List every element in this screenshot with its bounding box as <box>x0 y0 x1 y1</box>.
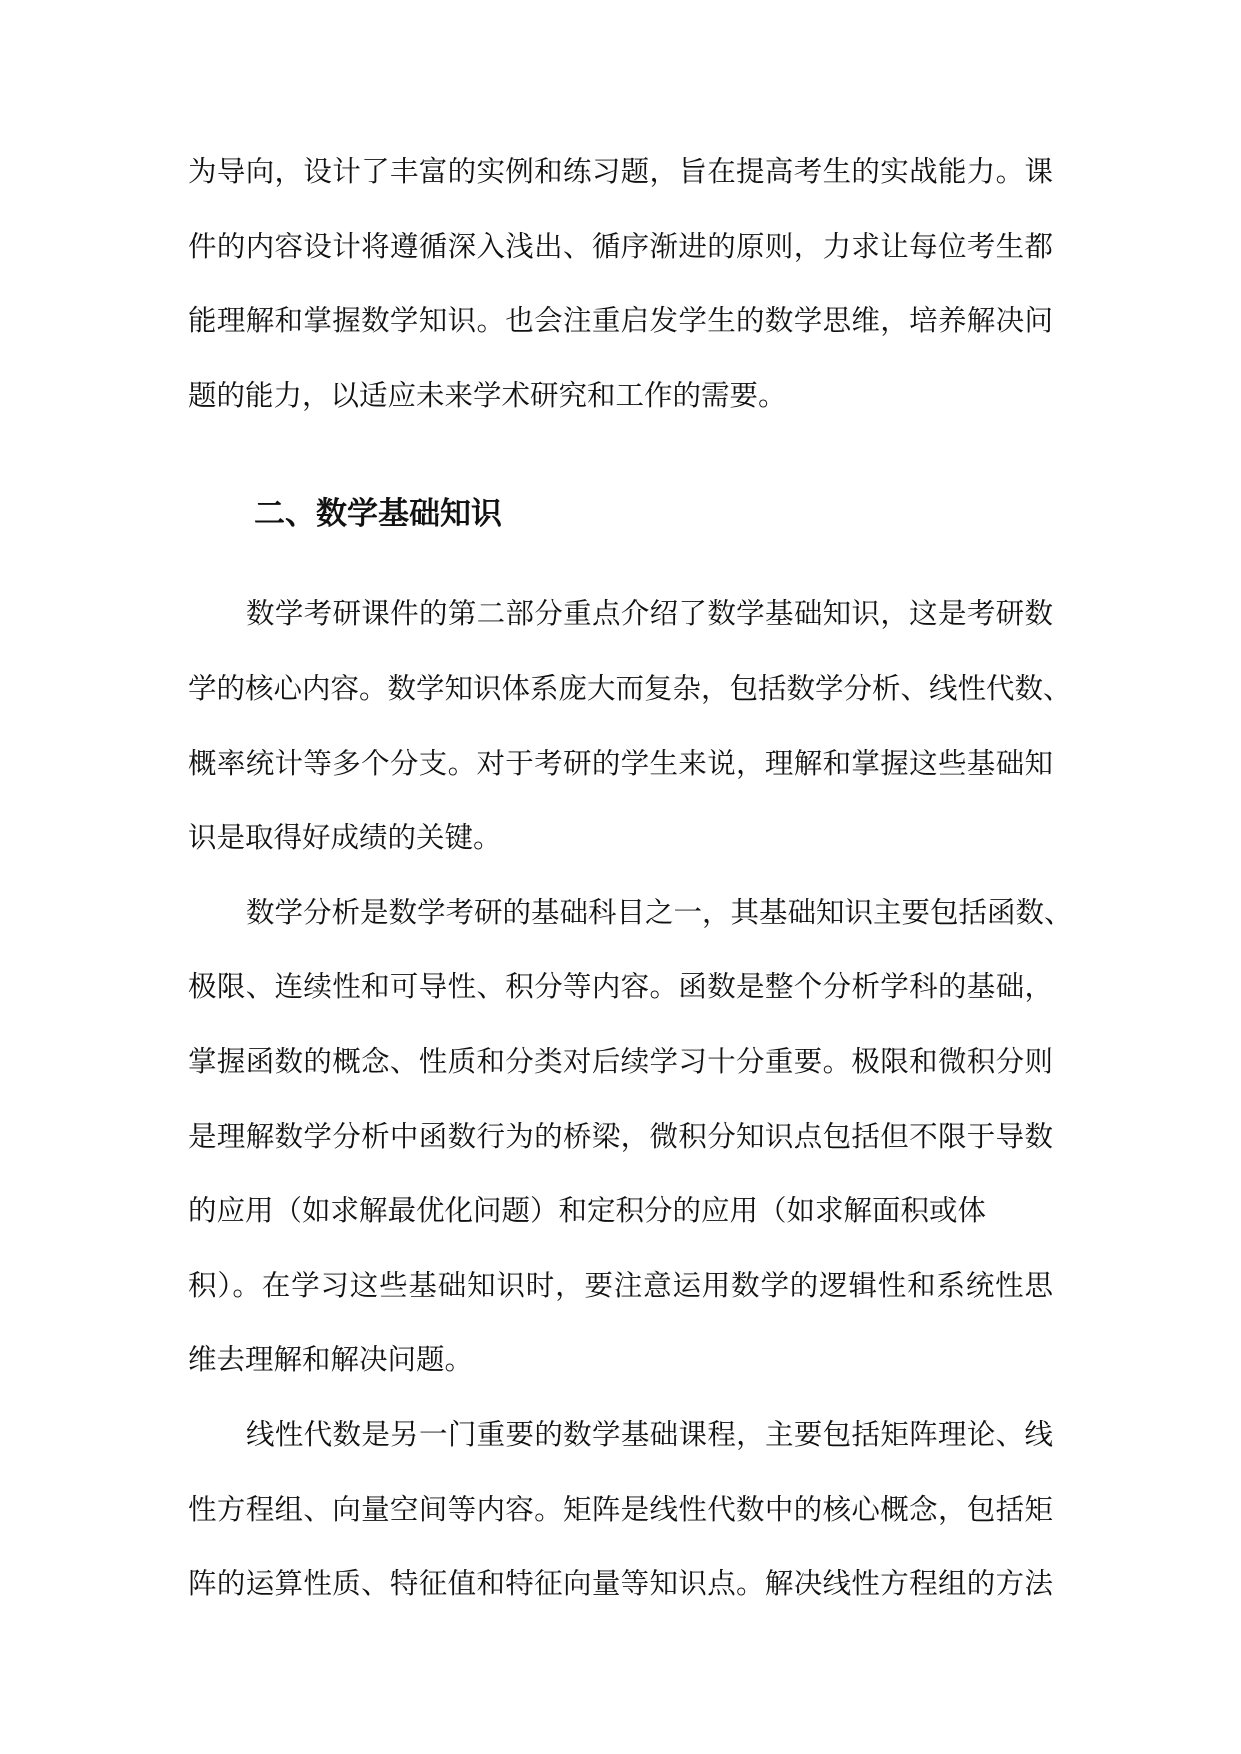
text-line: 积）。在学习这些基础知识时，要注意运用数学的逻辑性和系统性思 <box>188 1268 1053 1302</box>
text-line: 数学考研课件的第二部分重点介绍了数学基础知识，这是考研数 <box>246 597 1053 631</box>
document-body <box>188 150 1073 1637</box>
text-line: 数学分析是数学考研的基础科目之一，其基础知识主要包括函数、 <box>246 895 1073 929</box>
text-line: 维去理解和解决问题。 <box>188 1343 474 1377</box>
text-line: 为导向，设计了丰富的实例和练习题，旨在提高考生的实战能力。课 <box>188 155 1053 188</box>
text-line: 件的内容设计将遵循深入浅出、循序渐进的原则，力求让每位考生都 <box>188 229 1053 263</box>
text-line: 极限、连续性和可导性、积分等内容。函数是整个分析学科的基础， <box>188 970 1053 1004</box>
text-line: 阵的运算性质、特征值和特征向量等知识点。解决线性方程组的方法 <box>188 1567 1053 1601</box>
text-line: 学的核心内容。数学知识体系庞大而复杂，包括数学分析、线性代数、 <box>188 671 1072 705</box>
text-line: 能理解和掌握数学知识。也会注重启发学生的数学思维，培养解决问 <box>188 304 1053 338</box>
text-line: 的应用（如求解最优化问题）和定积分的应用（如求解面积或体 <box>188 1194 987 1228</box>
text-line: 掌握函数的概念、性质和分类对后续学习十分重要。极限和微积分则 <box>188 1044 1053 1078</box>
text-line: 识是取得好成绩的关键。 <box>188 821 502 855</box>
section-heading: 二、数学基础知识 <box>254 496 502 533</box>
text-line: 线性代数是另一门重要的数学基础课程，主要包括矩阵理论、线 <box>246 1417 1053 1451</box>
text-line: 性方程组、向量空间等内容。矩阵是线性代数中的核心概念，包括矩 <box>188 1492 1053 1526</box>
text-line: 概率统计等多个分支。对于考研的学生来说，理解和掌握这些基础知 <box>188 746 1053 780</box>
text-line: 题的能力，以适应未来学术研究和工作的需要。 <box>188 378 787 412</box>
text-line: 是理解数学分析中函数行为的桥梁，微积分知识点包括但不限于导数 <box>188 1119 1053 1153</box>
